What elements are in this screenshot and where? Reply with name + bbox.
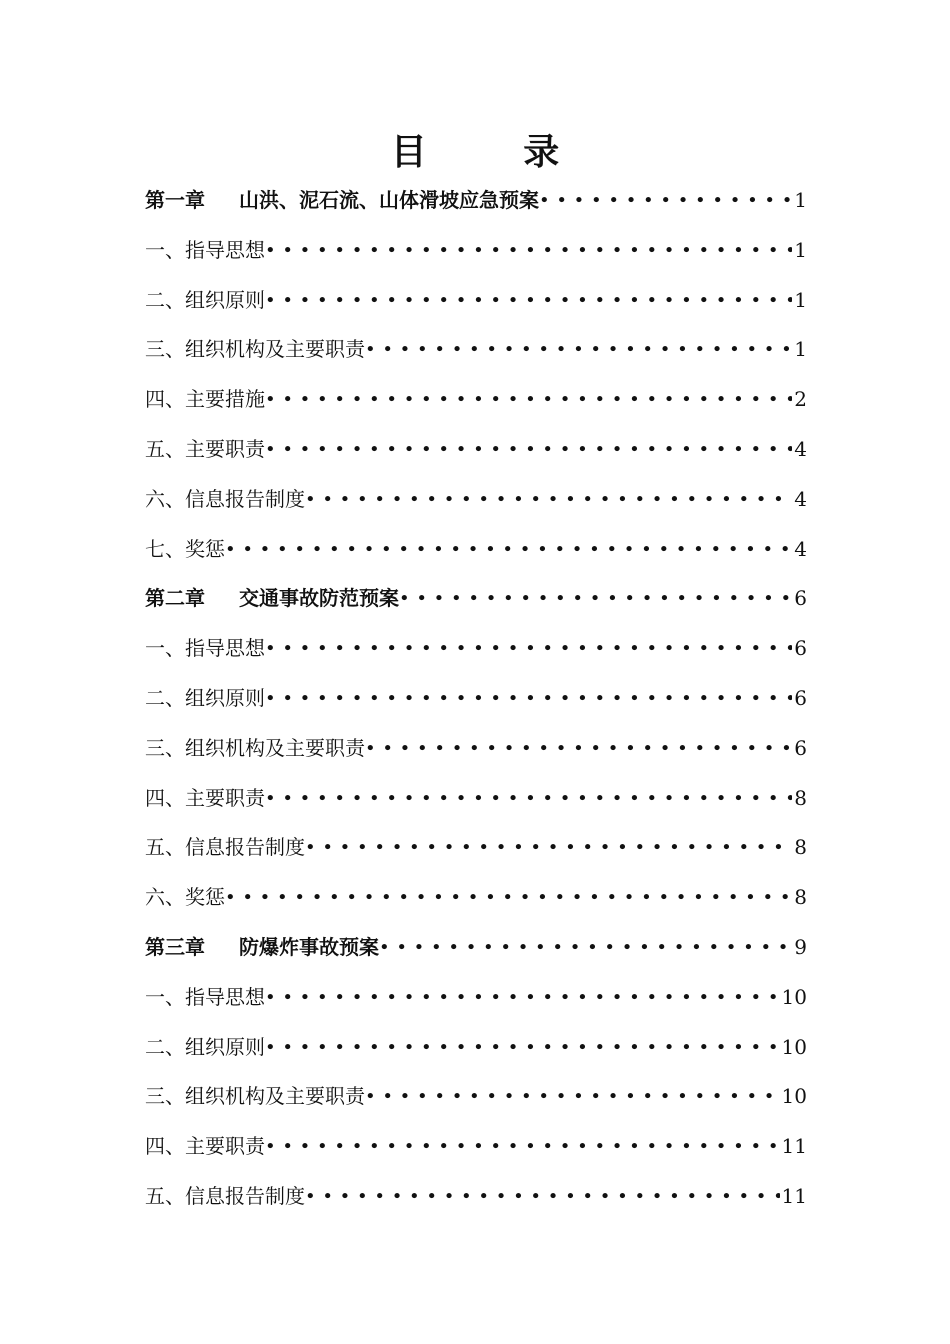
- page-number: 4: [792, 525, 807, 575]
- page-number: 8: [792, 823, 807, 873]
- entry-title: 一、指导思想: [145, 984, 265, 1009]
- page-number: 11: [780, 1172, 807, 1222]
- toc-section-entry[interactable]: [145, 624, 807, 674]
- toc-section-entry[interactable]: [145, 525, 807, 575]
- toc-section-entry[interactable]: [145, 425, 807, 475]
- dot-leader: [265, 276, 792, 326]
- dot-leader: [265, 674, 792, 724]
- entry-title: 七、奖惩: [145, 536, 225, 561]
- entry-title: 六、信息报告制度: [145, 486, 305, 511]
- dot-leader: [365, 325, 792, 375]
- toc-section-entry[interactable]: [145, 1172, 807, 1222]
- entry-title: 一、指导思想: [145, 636, 265, 661]
- entry-title: 三、组织机构及主要职责: [145, 735, 365, 760]
- entry-title: 五、主要职责: [145, 436, 265, 461]
- page-number: 6: [792, 724, 807, 774]
- dot-leader: [365, 724, 792, 774]
- dot-leader: [265, 375, 792, 425]
- toc-section-entry[interactable]: [145, 325, 807, 375]
- page-number: 6: [792, 574, 807, 624]
- page-number: 4: [792, 475, 807, 525]
- toc-section-entry[interactable]: [145, 1072, 807, 1122]
- toc-chapter-entry[interactable]: [145, 574, 807, 624]
- entry-title: 三、组织机构及主要职责: [145, 1084, 365, 1109]
- toc-chapter-entry[interactable]: [145, 176, 807, 226]
- toc-section-entry[interactable]: [145, 774, 807, 824]
- dot-leader: [265, 774, 792, 824]
- toc-section-entry[interactable]: [145, 823, 807, 873]
- toc-section-entry[interactable]: [145, 1023, 807, 1073]
- entry-title: 四、主要措施: [145, 387, 265, 412]
- toc-title: 目 录: [390, 131, 602, 173]
- chapter-number: 第一章: [145, 188, 205, 212]
- dot-leader: [265, 1023, 780, 1073]
- entry-title: 二、组织原则: [145, 685, 265, 710]
- page-number: 9: [792, 923, 807, 973]
- page-number: 11: [780, 1122, 807, 1172]
- page-number: 2: [792, 375, 807, 425]
- chapter-number: 第二章: [145, 586, 205, 611]
- dot-leader: [305, 1172, 780, 1222]
- page-number: 1: [792, 226, 807, 276]
- page-number: 10: [780, 973, 807, 1023]
- dot-leader: [399, 574, 792, 624]
- entry-title: 五、信息报告制度: [145, 1183, 305, 1208]
- page-number: 1: [792, 176, 807, 226]
- entry-title: 防爆炸事故预案: [239, 934, 379, 959]
- page-number: 10: [780, 1023, 807, 1073]
- toc-section-entry[interactable]: [145, 226, 807, 276]
- toc-section-entry[interactable]: [145, 674, 807, 724]
- entry-title: 二、组织原则: [145, 287, 265, 312]
- chapter-number: 第三章: [145, 934, 205, 959]
- dot-leader: [265, 226, 792, 276]
- dot-leader: [305, 475, 792, 525]
- entry-title: 交通事故防范预案: [239, 586, 399, 611]
- page-number: 8: [792, 774, 807, 824]
- entry-title: 五、信息报告制度: [145, 835, 305, 860]
- dot-leader: [265, 1122, 780, 1172]
- dot-leader: [539, 176, 792, 226]
- page-number: 10: [780, 1072, 807, 1122]
- toc-section-entry[interactable]: [145, 375, 807, 425]
- dot-leader: [265, 973, 780, 1023]
- toc-chapter-entry[interactable]: [145, 923, 807, 973]
- dot-leader: [379, 923, 792, 973]
- toc-list: [145, 176, 807, 1222]
- dot-leader: [265, 425, 792, 475]
- dot-leader: [365, 1072, 780, 1122]
- page-number: 4: [792, 425, 807, 475]
- toc-section-entry[interactable]: [145, 1122, 807, 1172]
- toc-section-entry[interactable]: [145, 724, 807, 774]
- entry-title: 山洪、泥石流、山体滑坡应急预案: [239, 188, 539, 212]
- entry-title: 二、组织原则: [145, 1034, 265, 1059]
- dot-leader: [305, 823, 792, 873]
- entry-title: 一、指导思想: [145, 237, 265, 262]
- dot-leader: [225, 525, 792, 575]
- entry-title: 四、主要职责: [145, 785, 265, 810]
- toc-section-entry[interactable]: [145, 475, 807, 525]
- toc-section-entry[interactable]: [145, 973, 807, 1023]
- page-number: 6: [792, 674, 807, 724]
- entry-title: 六、奖惩: [145, 885, 225, 910]
- page-number: 6: [792, 624, 807, 674]
- toc-section-entry[interactable]: [145, 276, 807, 326]
- page-number: 1: [792, 276, 807, 326]
- dot-leader: [225, 873, 792, 923]
- entry-title: 三、组织机构及主要职责: [145, 337, 365, 362]
- entry-title: 四、主要职责: [145, 1134, 265, 1159]
- page-number: 1: [792, 325, 807, 375]
- page-number: 8: [792, 873, 807, 923]
- dot-leader: [265, 624, 792, 674]
- toc-section-entry[interactable]: [145, 873, 807, 923]
